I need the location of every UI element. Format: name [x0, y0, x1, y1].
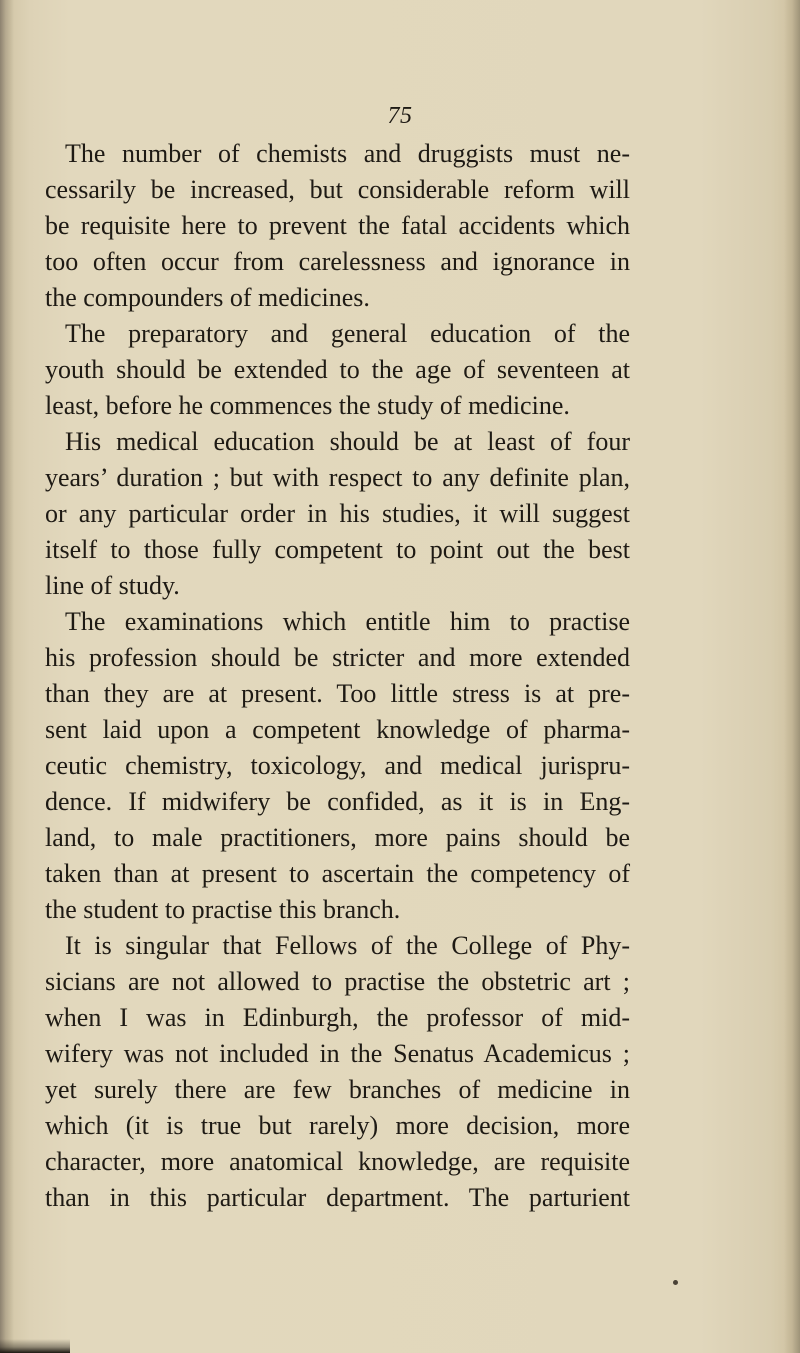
text-line: sent laid upon a competent knowledge of pharma- — [45, 715, 630, 744]
text-line: dence. If midwifery be confided, as it is in Eng- — [45, 787, 630, 816]
text-line: than in this particular department. The parturient — [45, 1183, 630, 1212]
text-line: The examinations which entitle him to practise — [65, 607, 630, 636]
text-line: than they are at present. Too little stress is at pre- — [45, 679, 630, 708]
text-line: youth should be extended to the age of seventeen at — [45, 355, 630, 384]
text-line: too often occur from carelessness and ignorance in — [45, 247, 630, 276]
text-line: or any particular order in his studies, it will suggest — [45, 499, 630, 528]
text-line: character, more anatomical knowledge, are requisite — [45, 1147, 630, 1176]
text-line: cessarily be increased, but considerable reform will — [45, 175, 630, 204]
page-corner-shadow — [0, 1339, 70, 1353]
page-gutter-left — [0, 0, 14, 1353]
text-line: line of study. — [45, 571, 180, 600]
text-line: The preparatory and general education of the — [65, 319, 630, 348]
text-line: the student to practise this branch. — [45, 895, 401, 924]
page-number: 75 — [387, 103, 413, 129]
page-edge-right — [784, 0, 800, 1353]
text-line: when I was in Edinburgh, the professor of mid- — [45, 1003, 630, 1032]
text-line: least, before he commences the study of medicine. — [45, 391, 570, 420]
text-line: itself to those fully competent to point out the best — [45, 535, 630, 564]
text-line: ceutic chemistry, toxicology, and medical jurispru- — [45, 751, 630, 780]
text-line: yet surely there are few branches of medicine in — [45, 1075, 630, 1104]
text-line: which (it is true but rarely) more decision, more — [45, 1111, 630, 1140]
text-line: the compounders of medicines. — [45, 283, 370, 312]
text-line: wifery was not included in the Senatus Academicus ; — [45, 1039, 630, 1068]
ink-speck — [673, 1280, 678, 1285]
text-line: It is singular that Fellows of the College of Phy- — [65, 931, 630, 960]
text-line: his profession should be stricter and more extended — [45, 643, 630, 672]
text-line: land, to male practitioners, more pains should be — [45, 823, 630, 852]
text-line: The number of chemists and druggists must ne- — [65, 139, 630, 168]
text-line: His medical education should be at least of four — [65, 427, 630, 456]
text-line: taken than at present to ascertain the competency of — [45, 859, 630, 888]
text-line: years’ duration ; but with respect to any definite plan, — [45, 463, 630, 492]
text-line: sicians are not allowed to practise the obstetric art ; — [45, 967, 630, 996]
text-line: be requisite here to prevent the fatal accidents which — [45, 211, 630, 240]
